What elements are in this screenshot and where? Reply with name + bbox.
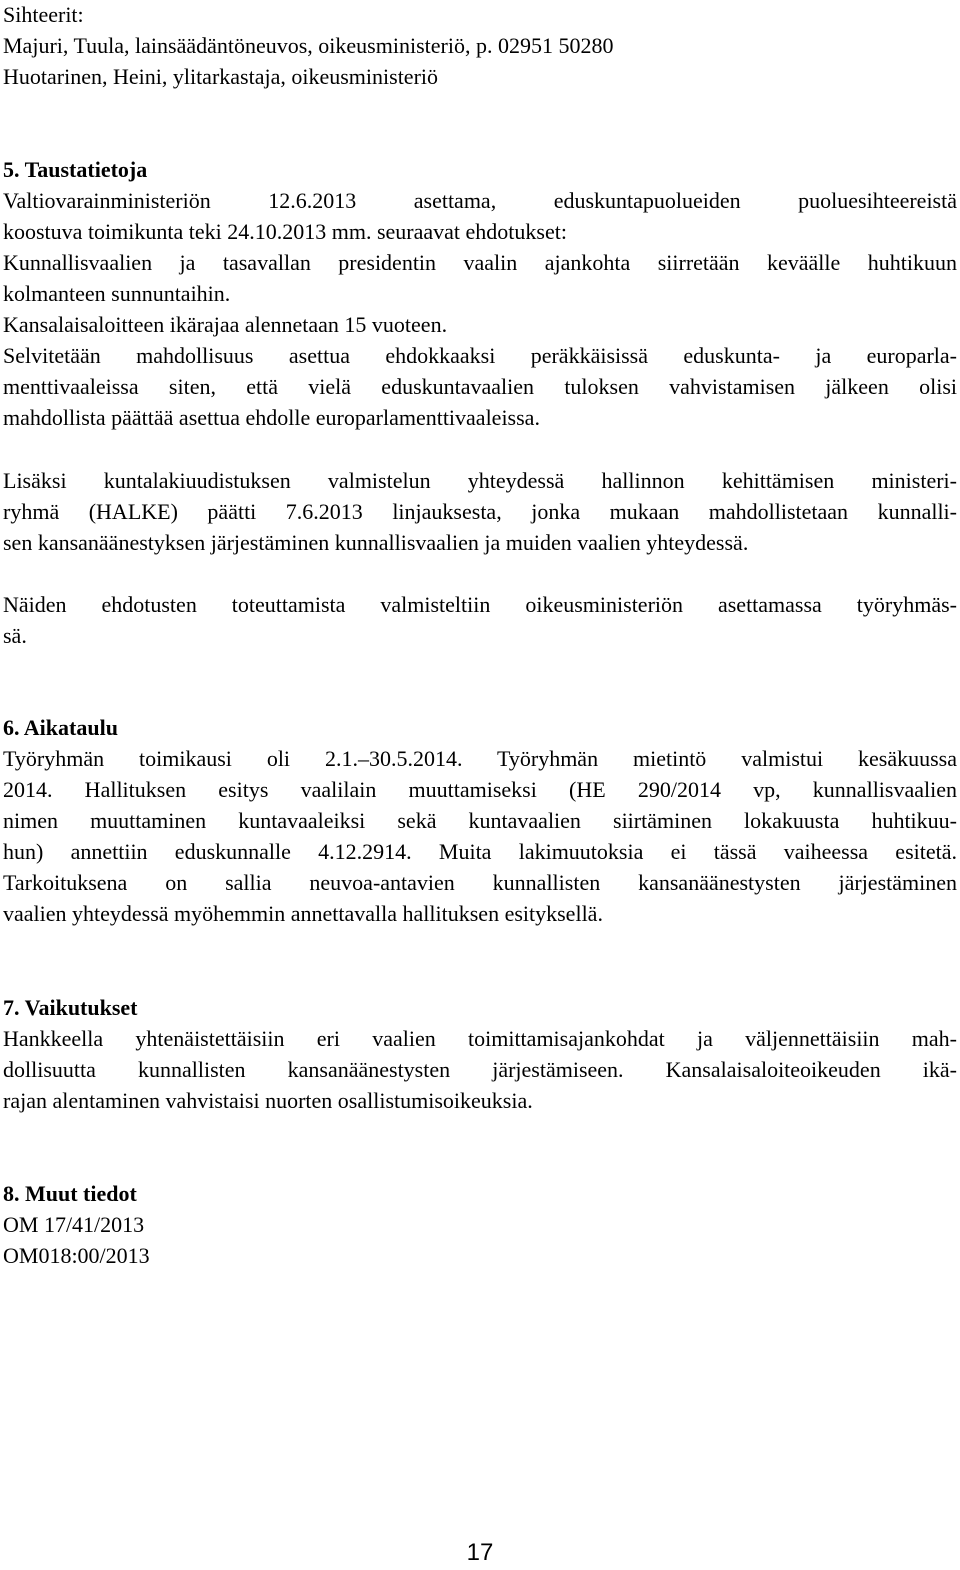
section-8-heading: 8. Muut tiedot — [3, 1181, 137, 1206]
section-6-line: Työryhmän toimikausi oli 2.1.–30.5.2014. Työryhmän mietintö valmistui kesäkuussa — [3, 746, 957, 771]
section-5-line: Valtiovarainministeriön 12.6.2013 asettama, eduskuntapuolueiden puoluesihteereistä — [3, 188, 957, 213]
section-5-line: Kansalaisaloitteen ikärajaa alennetaan 15 vuoteen. — [3, 312, 448, 337]
section-5-line: sen kansanäänestyksen järjestäminen kunnallisvaalien ja muiden vaalien yhteydessä. — [3, 530, 749, 555]
section-7-line: dollisuutta kunnallisten kansanäänestysten järjestämiseen. Kansalaisaloiteoikeuden ikä- — [3, 1057, 957, 1082]
section-6-line: Tarkoituksena on sallia neuvoa-antavien kunnallisten kansanäänestysten järjestäminen — [3, 870, 957, 895]
section-5-heading: 5. Taustatietoja — [3, 157, 148, 182]
section-6-line: hun) annettiin eduskunnalle 4.12.2914. Muita lakimuutoksia ei tässä vaiheessa esitetä. — [3, 839, 957, 864]
section-5-line: ryhmä (HALKE) päätti 7.6.2013 linjauksesta, jonka mukaan mahdollistetaan kunnalli- — [3, 499, 957, 524]
section-8-line: OM 17/41/2013 — [3, 1212, 145, 1237]
section-8-line: OM018:00/2013 — [3, 1243, 150, 1268]
secretary-line: Huotarinen, Heini, ylitarkastaja, oikeusministeriö — [3, 64, 439, 89]
section-7-heading: 7. Vaikutukset — [3, 995, 138, 1020]
section-6-line: nimen muuttaminen kuntavaaleiksi sekä kuntavaalien siirtäminen lokakuusta huhtikuu- — [3, 808, 957, 833]
section-6-line: 2014. Hallituksen esitys vaalilain muuttamiseksi (HE 290/2014 vp, kunnallisvaalien — [3, 777, 957, 802]
secretary-line: Majuri, Tuula, lainsäädäntöneuvos, oikeusministeriö, p. 02951 50280 — [3, 33, 614, 58]
section-5-line: koostuva toimikunta teki 24.10.2013 mm. seuraavat ehdotukset: — [3, 219, 567, 244]
section-5-line: mahdollista päättää asettua ehdolle europarlamenttivaaleissa. — [3, 405, 540, 430]
section-7-line: rajan alentaminen vahvistaisi nuorten osallistumisoikeuksia. — [3, 1088, 533, 1113]
section-5-line: Lisäksi kuntalakiuudistuksen valmistelun yhteydessä hallinnon kehittämisen ministeri- — [3, 468, 957, 493]
section-6-line: vaalien yhteydessä myöhemmin annettavalla hallituksen esityksellä. — [3, 901, 603, 926]
page-number: 17 — [466, 1539, 494, 1566]
section-7-line: Hankkeella yhtenäistettäisiin eri vaalien toimittamisajankohdat ja väljennettäisiin mah- — [3, 1026, 957, 1051]
section-5-line: kolmanteen sunnuntaihin. — [3, 281, 231, 306]
section-6-heading: 6. Aikataulu — [3, 715, 118, 740]
section-5-line: Näiden ehdotusten toteuttamista valmisteltiin oikeusministeriön asettamassa työryhmäs- — [3, 592, 957, 617]
section-5-line: menttivaaleissa siten, että vielä eduskuntavaalien tuloksen vahvistamisen jälkeen olisi — [3, 374, 957, 399]
section-5-line: sä. — [3, 623, 27, 648]
secretaries-heading: Sihteerit: — [3, 2, 84, 27]
section-5-line: Selvitetään mahdollisuus asettua ehdokkaaksi peräkkäisissä eduskunta- ja europarla- — [3, 343, 957, 368]
section-5-line: Kunnallisvaalien ja tasavallan presidentin vaalin ajankohta siirretään keväälle huhtikuun — [3, 250, 957, 275]
